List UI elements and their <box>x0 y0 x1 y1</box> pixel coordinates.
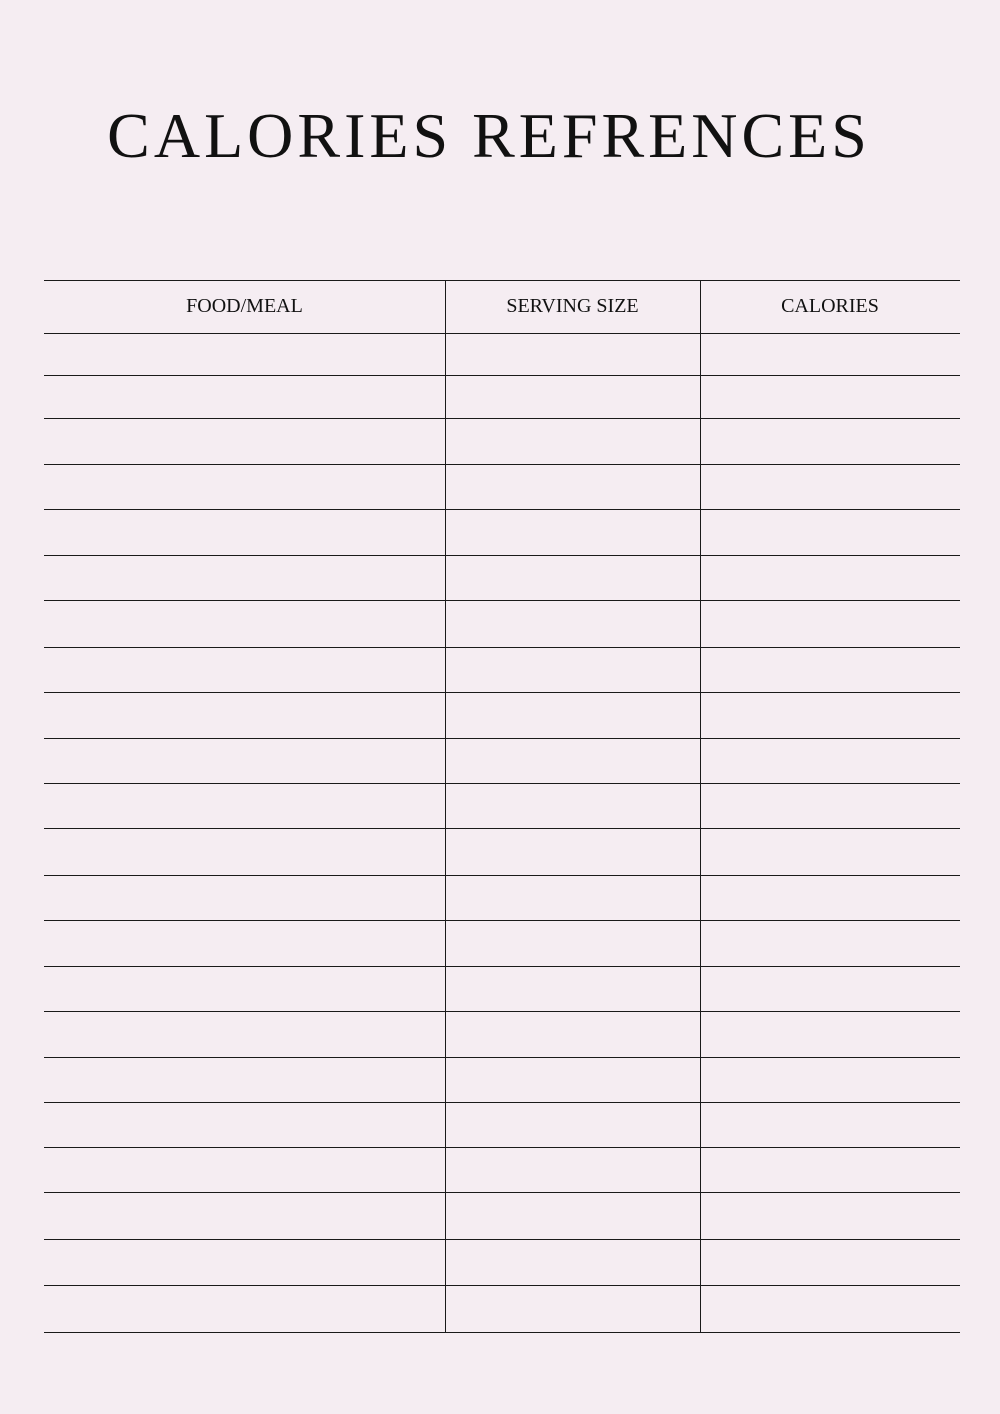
row-rule <box>44 555 960 556</box>
calories-cell[interactable] <box>702 649 958 690</box>
row-rule <box>44 1057 960 1058</box>
row-rule <box>44 828 960 829</box>
row-rule <box>44 692 960 693</box>
calories-cell[interactable] <box>702 1194 958 1237</box>
calories-cell[interactable] <box>702 420 958 462</box>
row-rule <box>44 1332 960 1333</box>
food-meal-cell[interactable] <box>46 649 443 690</box>
calories-cell[interactable] <box>702 694 958 736</box>
serving-size-cell[interactable] <box>447 1104 698 1145</box>
row-rule <box>44 966 960 967</box>
calories-cell[interactable] <box>702 1149 958 1190</box>
calories-cell[interactable] <box>702 1287 958 1330</box>
calories-cell[interactable] <box>702 335 958 373</box>
food-meal-cell[interactable] <box>46 511 443 553</box>
serving-size-cell[interactable] <box>447 968 698 1009</box>
row-rule <box>44 600 960 601</box>
column-divider-serving-calories <box>700 280 701 1332</box>
food-meal-cell[interactable] <box>46 830 443 873</box>
calories-cell[interactable] <box>702 785 958 826</box>
row-rule <box>44 920 960 921</box>
food-meal-cell[interactable] <box>46 740 443 781</box>
serving-size-cell[interactable] <box>447 785 698 826</box>
serving-size-cell[interactable] <box>447 466 698 507</box>
column-header-food-meal: FOOD/MEAL <box>186 295 303 317</box>
serving-size-cell[interactable] <box>447 335 698 373</box>
table-top-rule <box>44 280 960 281</box>
row-rule <box>44 418 960 419</box>
food-meal-cell[interactable] <box>46 785 443 826</box>
food-meal-cell[interactable] <box>46 877 443 918</box>
serving-size-cell[interactable] <box>447 1194 698 1237</box>
food-meal-cell[interactable] <box>46 1013 443 1055</box>
calories-cell[interactable] <box>702 877 958 918</box>
calories-cell[interactable] <box>702 1059 958 1100</box>
header-bottom-rule <box>44 333 960 334</box>
serving-size-cell[interactable] <box>447 922 698 964</box>
calories-cell[interactable] <box>702 511 958 553</box>
serving-size-cell[interactable] <box>447 377 698 416</box>
serving-size-cell[interactable] <box>447 1287 698 1330</box>
row-rule <box>44 1192 960 1193</box>
food-meal-cell[interactable] <box>46 377 443 416</box>
food-meal-cell[interactable] <box>46 420 443 462</box>
calories-cell[interactable] <box>702 1104 958 1145</box>
row-rule <box>44 1239 960 1240</box>
serving-size-cell[interactable] <box>447 877 698 918</box>
row-rule <box>44 1285 960 1286</box>
food-meal-cell[interactable] <box>46 968 443 1009</box>
food-meal-cell[interactable] <box>46 1241 443 1283</box>
serving-size-cell[interactable] <box>447 1013 698 1055</box>
calories-cell[interactable] <box>702 377 958 416</box>
food-meal-cell[interactable] <box>46 466 443 507</box>
column-header-calories: CALORIES <box>781 295 879 317</box>
food-meal-cell[interactable] <box>46 557 443 598</box>
food-meal-cell[interactable] <box>46 1149 443 1190</box>
calories-cell[interactable] <box>702 922 958 964</box>
food-meal-cell[interactable] <box>46 1059 443 1100</box>
calories-cell[interactable] <box>702 557 958 598</box>
calories-cell[interactable] <box>702 1013 958 1055</box>
row-rule <box>44 1102 960 1103</box>
serving-size-cell[interactable] <box>447 511 698 553</box>
row-rule <box>44 783 960 784</box>
food-meal-cell[interactable] <box>46 694 443 736</box>
row-rule <box>44 1011 960 1012</box>
row-rule <box>44 647 960 648</box>
row-rule <box>44 1147 960 1148</box>
calories-cell[interactable] <box>702 1241 958 1283</box>
serving-size-cell[interactable] <box>447 694 698 736</box>
row-rule <box>44 464 960 465</box>
row-rule <box>44 375 960 376</box>
serving-size-cell[interactable] <box>447 830 698 873</box>
serving-size-cell[interactable] <box>447 649 698 690</box>
page-title: CALORIES REFRENCES <box>107 100 871 171</box>
food-meal-cell[interactable] <box>46 602 443 645</box>
calories-cell[interactable] <box>702 740 958 781</box>
serving-size-cell[interactable] <box>447 602 698 645</box>
calories-cell[interactable] <box>702 602 958 645</box>
calories-cell[interactable] <box>702 968 958 1009</box>
serving-size-cell[interactable] <box>447 1149 698 1190</box>
row-rule <box>44 875 960 876</box>
serving-size-cell[interactable] <box>447 420 698 462</box>
column-header-serving-size: SERVING SIZE <box>506 295 639 317</box>
serving-size-cell[interactable] <box>447 1241 698 1283</box>
food-meal-cell[interactable] <box>46 1194 443 1237</box>
row-rule <box>44 738 960 739</box>
calories-cell[interactable] <box>702 466 958 507</box>
food-meal-cell[interactable] <box>46 922 443 964</box>
serving-size-cell[interactable] <box>447 740 698 781</box>
column-divider-food-serving <box>445 280 446 1332</box>
row-rule <box>44 509 960 510</box>
serving-size-cell[interactable] <box>447 557 698 598</box>
food-meal-cell[interactable] <box>46 335 443 373</box>
calories-cell[interactable] <box>702 830 958 873</box>
food-meal-cell[interactable] <box>46 1104 443 1145</box>
food-meal-cell[interactable] <box>46 1287 443 1330</box>
serving-size-cell[interactable] <box>447 1059 698 1100</box>
